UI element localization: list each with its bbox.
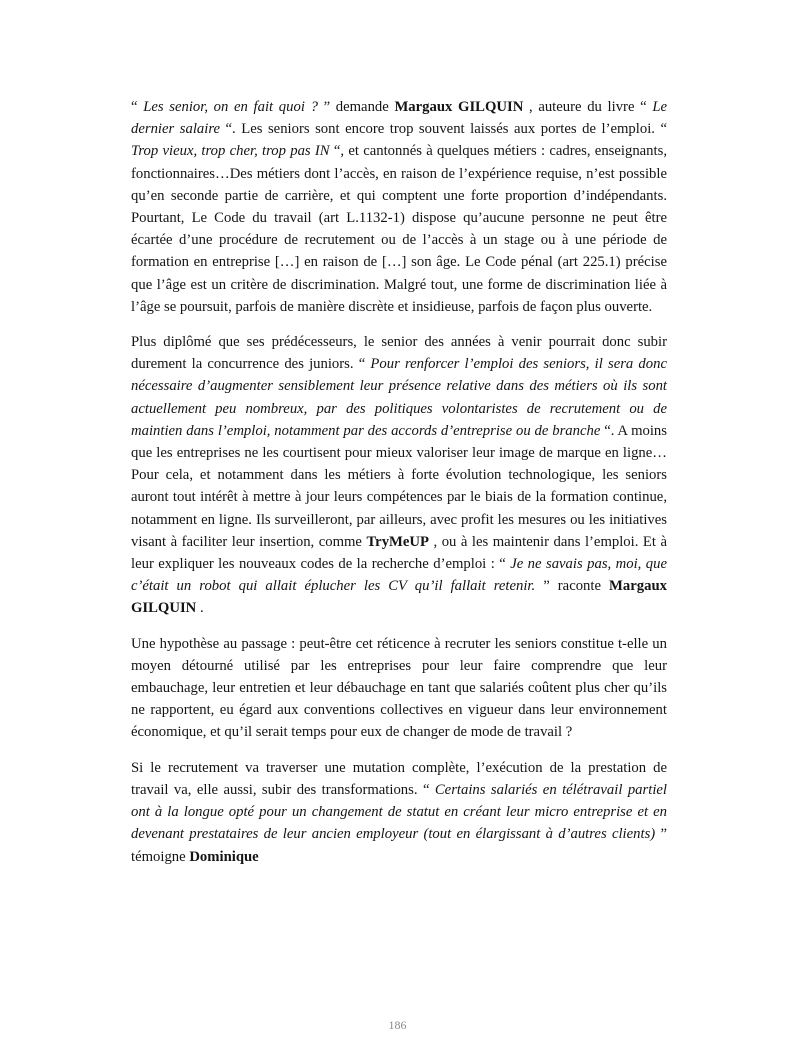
paragraph-2 xyxy=(131,331,667,620)
quote-text: Pour renforcer l’emploi des seniors, il sera donc nécessaire d’augmenter sensiblement leur présence relative dans des métiers où ils sont actuellement peu nombreux, par des politiques volontaristes de recrutement ou de maintien dans l’emploi, notamment par des accords d’entreprise ou de branche xyxy=(131,356,667,439)
body-text: “ xyxy=(131,99,144,115)
bold-text: Margaux GILQUIN xyxy=(131,578,667,617)
body-text: Une hypothèse au passage : peut-être cet réticence à recruter les seniors constitue t-elle un moyen détourné utilisé par les entreprises pour leur faire comprendre que leur embauchage, leur entretien et leur débauchage en tant que salariés coûtent plus cher qu’ils ne rapportent, eu égard aux conventions collectives en vigueur dans leur environnement économique, et qu’il serait temps pour eux de changer de mode de travail ? xyxy=(131,635,667,741)
paragraph-1 xyxy=(131,96,667,318)
body-text: . xyxy=(196,600,204,617)
body-text: “. Les seniors sont encore trop souvent laissés aux portes de l’emploi. “ xyxy=(220,121,667,138)
body-text: ” témoigne xyxy=(131,826,667,865)
quote-text: Le dernier salaire xyxy=(131,99,667,138)
quote-text: Je ne savais pas, moi, que c’était un robot qui allait éplucher les CV qu’il fallait retenir. xyxy=(131,556,668,595)
body-text: , auteure du livre “ xyxy=(523,99,653,115)
body-text: “, et cantonnés à quelques métiers : cadres, enseignants, fonctionnaires…Des métiers dont l’accès, en raison de l’expérience requise, n’est possible qu’en seconde partie de carrière, et qui comptent une forte proportion d’indépendants. Pourtant, Le Code du travail (art L.1132-1) dispose qu’aucune personne ne peut être écartée d’une procédure de recrutement ou de l’accès à un stage ou à une période de formation en entreprise […] en raison de […] son âge. Le Code pénal (art 225.1) précise que l’âge est un critère de discrimination. Malgré tout, une forme de discrimination liée à l’âge se poursuit, parfois de manière discrète et insidieuse, parfois de façon plus ouverte. xyxy=(131,143,667,315)
body-text: “. A moins que les entreprises ne les courtisent pour mieux valoriser leur image de marque en ligne…Pour cela, et notamment dans les métiers à forte évolution technologique, les seniors auront tout intérêt à mettre à jour leurs compétences par le biais de la formation continue, notamment en ligne. Ils surveilleront, par ailleurs, avec profit les mesures ou les initiatives visant à faciliter leur insertion, comme xyxy=(131,422,667,550)
quote-text: Les senior, on en fait quoi ? xyxy=(143,99,318,115)
body-text: ” demande xyxy=(317,99,395,115)
body-text: Si le recrutement va traverser une mutation complète, l’exécution de la prestation de travail va, elle aussi, subir des transformations. “ xyxy=(131,759,667,798)
bold-text: Dominique xyxy=(189,848,259,865)
page-number: 186 xyxy=(388,1018,407,1032)
paragraph-4 xyxy=(131,757,667,868)
bold-text: Margaux GILQUIN xyxy=(394,99,524,115)
paragraph-3 xyxy=(131,633,667,744)
body-text: , ou à les maintenir dans l’emploi. Et à leur expliquer les nouveaux codes de la recherche d’emploi : “ xyxy=(131,533,667,573)
bold-text: TryMeUP xyxy=(366,533,429,550)
quote-text: Certains salariés en télétravail partiel ont à la longue opté pour un changement de statut en créant leur micro entreprise et en devenant prestataires de leur ancien employeur (tout en élargissant à d’autres clients) xyxy=(131,781,667,843)
document-page xyxy=(131,96,667,881)
body-text: Plus diplômé que ses prédécesseurs, le senior des années à venir pourrait donc subir durement la concurrence des juniors. “ xyxy=(131,334,667,373)
quote-text: Trop vieux, trop cher, trop pas IN xyxy=(131,143,330,160)
body-text: ” raconte xyxy=(535,578,610,595)
